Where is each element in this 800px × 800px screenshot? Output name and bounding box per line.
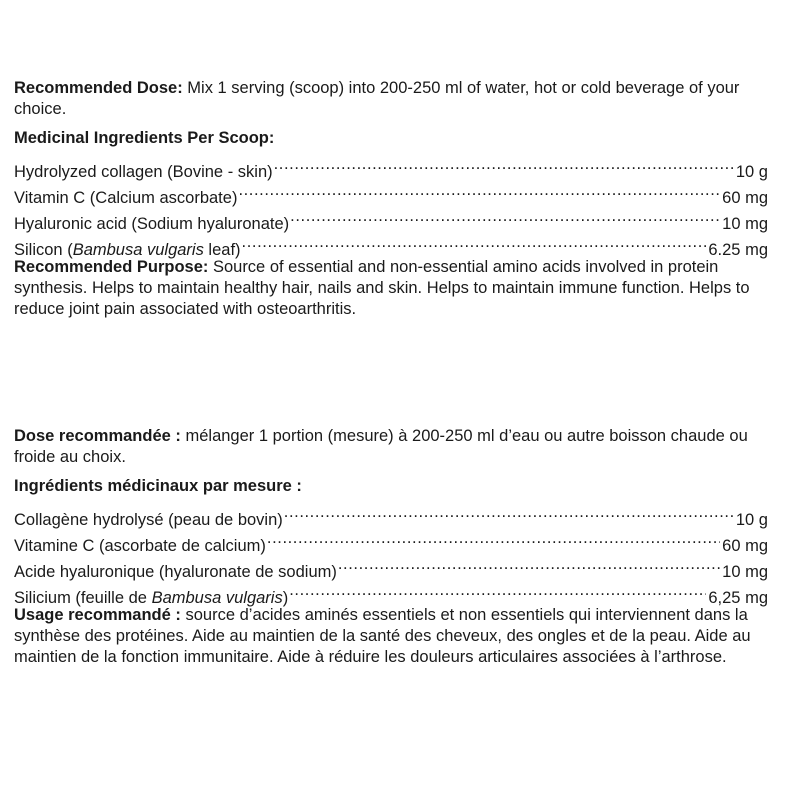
ingredients-heading-fr: Ingrédients médicinaux par mesure : [14, 477, 302, 495]
ingredient-name: Vitamine C (ascorbate de calcium) [14, 537, 266, 555]
ingredient-row [14, 151, 768, 181]
ingredient-name-suffix: ) [282, 589, 289, 607]
recommended-dose-text: Mix 1 serving (scoop) into 200-250 ml of water, hot or cold beverage of your choice. [14, 79, 740, 118]
ingredient-amount: 6.25 mg [708, 241, 768, 259]
ingredient-name: Vitamin C (Calcium ascorbate) [14, 189, 238, 207]
leader-dots [283, 499, 734, 525]
leader-dots [237, 177, 720, 203]
ingredient-name-suffix: leaf) [203, 241, 241, 259]
dose-recommandee-paragraph [14, 426, 774, 468]
usage-recommande-paragraph [14, 605, 774, 668]
leader-dots [273, 151, 734, 177]
ingredient-amount: 6,25 mg [708, 589, 768, 607]
ingredient-amount: 10 g [735, 163, 768, 181]
ingredient-amount: 10 mg [722, 215, 768, 233]
dose-recommandee-label: Dose recommandée : [14, 427, 181, 445]
ingredient-name-latin: Bambusa vulgaris [151, 589, 283, 607]
ingredient-name: Hyaluronic acid (Sodium hyaluronate) [14, 215, 290, 233]
dose-recommandee-text: mélanger 1 portion (mesure) à 200-250 ml d’eau ou autre boisson chaude ou froide au choix. [14, 427, 748, 466]
recommended-dose-label: Recommended Dose: [14, 79, 183, 97]
leader-dots [288, 577, 706, 603]
french-section [14, 426, 774, 668]
usage-recommande-text: source d’acides aminés essentiels et non essentiels qui interviennent dans la synthèse des protéines. Aide au maintien de la santé des cheveux, des ongles et de la peau. Aide au maintien de la fonction immunitaire. Aide à réduire les douleurs articulaires associées à l’arthrose. [14, 606, 751, 666]
usage-recommande-label: Usage recommandé : [14, 606, 181, 624]
leader-dots [289, 203, 720, 229]
leader-dots [337, 551, 720, 577]
ingredient-amount: 10 g [735, 511, 768, 529]
leader-dots [241, 229, 707, 255]
ingredient-amount: 60 mg [722, 537, 768, 555]
recommended-purpose-label: Recommended Purpose: [14, 258, 209, 276]
recommended-purpose-text: Source of essential and non-essential amino acids involved in protein synthesis. Helps to maintain healthy hair, nails and skin. Helps to maintain immune function. Helps to reduce joint pain associated with osteoarthritis. [14, 258, 750, 318]
ingredient-name: Acide hyaluronique (hyaluronate de sodium) [14, 563, 337, 581]
ingredient-name: Hydrolyzed collagen (Bovine - skin) [14, 163, 273, 181]
ingredient-amount: 60 mg [722, 189, 768, 207]
ingredients-heading: Medicinal Ingredients Per Scoop: [14, 129, 275, 147]
ingredient-name-prefix: Silicon ( [14, 241, 73, 259]
recommended-purpose-paragraph [14, 257, 774, 320]
ingredient-name-latin: Bambusa vulgaris [72, 241, 204, 259]
leader-dots [266, 525, 720, 551]
ingredient-amount: 10 mg [722, 563, 768, 581]
english-section [14, 78, 774, 320]
ingredient-row [14, 499, 768, 529]
ingredient-name-prefix: Silicium (feuille de [14, 589, 152, 607]
recommended-dose-paragraph [14, 78, 774, 120]
ingredient-name: Collagène hydrolysé (peau de bovin) [14, 511, 283, 529]
